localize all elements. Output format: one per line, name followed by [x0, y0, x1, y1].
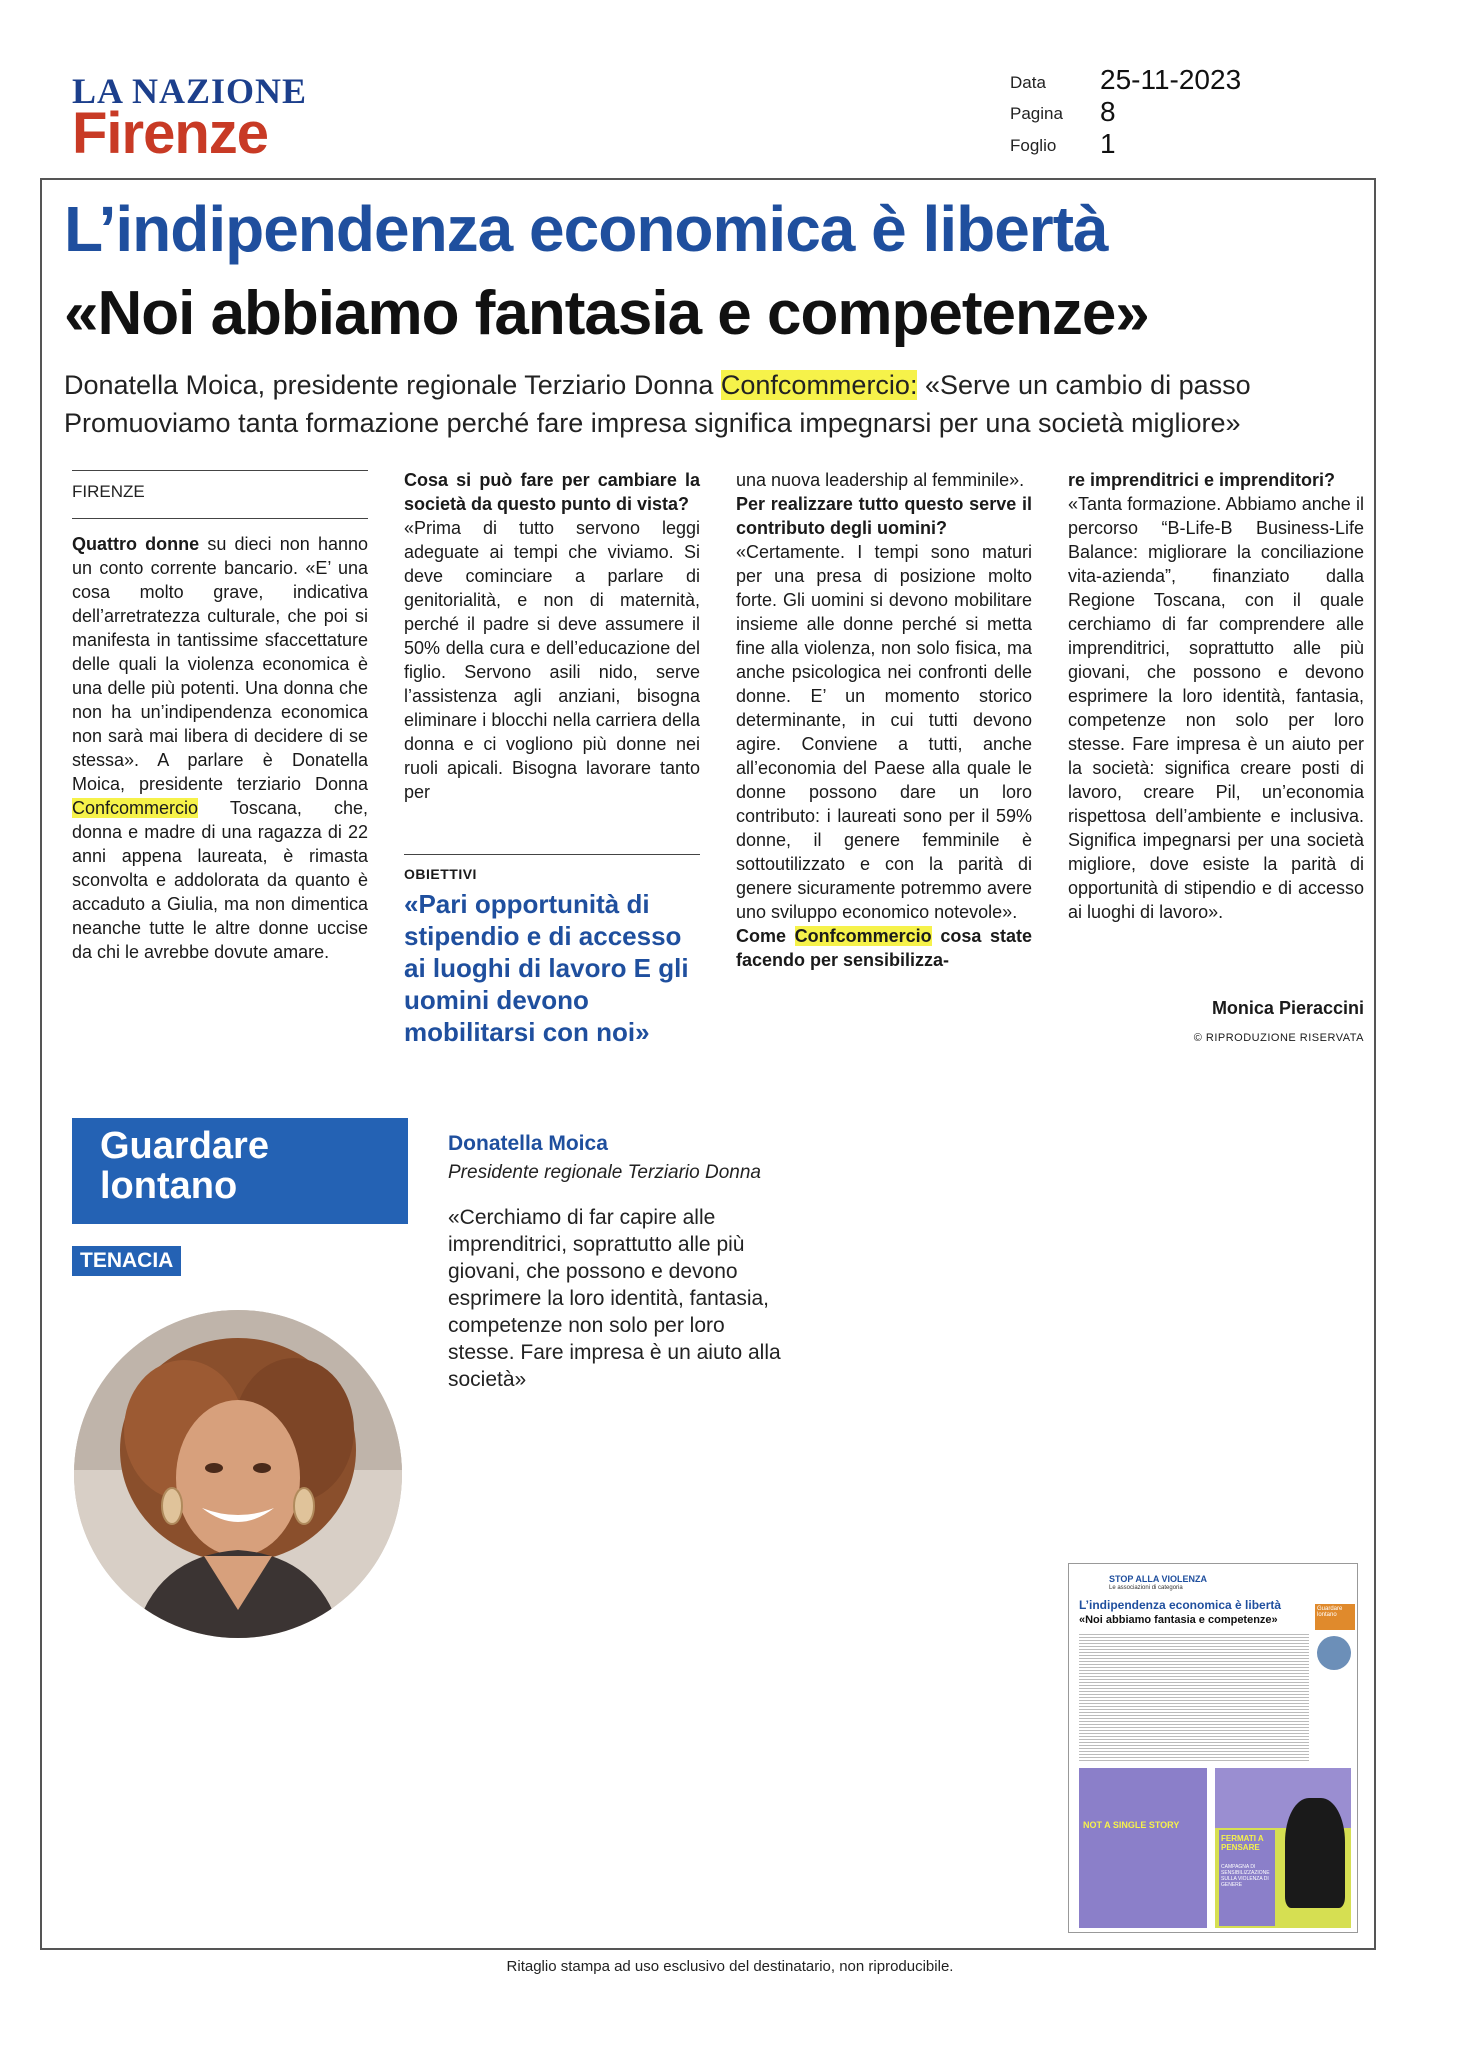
tenacia-tag: TENACIA [72, 1246, 181, 1276]
pull-quote: «Pari opportunità di stipendio e di accesso ai luoghi di lavoro E gli uomini devono mobilitarsi con noi» [404, 889, 689, 1047]
question-3-continued: re imprenditrici e imprenditori? [1068, 470, 1336, 490]
col1-text-a: su dieci non hanno un conto corrente bancario. «E’ una cosa molto grave, indicativa dell’arretratezza culturale, che poi si manifesta in tantissime sfaccettature delle quali la violenza economica è una delle più potenti. Una donna che non ha un’indipendenza economica non sarà mai libera di decidere di se stessa». A parlare è Donatella Moica, presidente terziario Donna [72, 534, 368, 794]
col1-text-b: Toscana, che, donna e madre di una ragazza di 22 anni appena laureata, è rimasta sconvolta e addolorata da quanto è accaduto a Giulia, ma non dimentica neanche tutte le altre donne uccise da chi le avrebbe dovute amare. [72, 798, 368, 962]
thumb-ad-1-title: NOT A SINGLE STORY [1083, 1820, 1180, 1830]
page-thumbnail [1068, 1563, 1358, 1933]
meta-foglio-value: 1 [1100, 128, 1116, 159]
col4-body [1068, 468, 1364, 924]
lead-bold: Quattro donne [72, 534, 200, 554]
question-3-highlight: Confcommercio [794, 926, 932, 946]
col3-body [736, 468, 1032, 972]
col1-dateline-rule [72, 518, 368, 519]
author-signature: Monica Pieraccini [1211, 998, 1364, 1018]
question-1: Cosa si può fare per cambiare la società da questo punto di vista? [404, 470, 700, 514]
box-title-line2: lontano [100, 1165, 238, 1207]
answer-1-continued: una nuova leadership al femminile». [736, 470, 1025, 490]
thumb-side-box: Guardare lontano [1315, 1604, 1355, 1630]
meta-data-label: Data [1010, 73, 1046, 92]
masthead-la-nazione: LA NAZIONE [72, 71, 308, 111]
headline-line2: «Noi abbiamo fantasia e competenze» [64, 279, 1149, 348]
subheadline-text-b: «Serve un cambio di passo [917, 370, 1251, 400]
col1-body [72, 532, 368, 964]
answer-3: «Tanta formazione. Abbiamo anche il percorso “B-Life-B Business-Life Balance: migliorare la conciliazione vita-azienda”, finanziato dalla Regione Toscana, con il quale cerchiamo di far comprendere alle imprenditrici, soprattutto alle più giovani, che possono e devono esprimere la loro identità, fantasia, competenze non solo per loro stesse. Fare impresa è un aiuto per la società: significa creare posti di lavoro, creare Pil, un’economia rispettosa dell’ambiente e inclusiva. Significa impegnarsi per una società migliore, dove esiste la parità di opportunità di stipendio e di accesso ai luoghi di lavoro». [1068, 494, 1364, 922]
thumb-headline1: L’indipendenza economica è libertà [1079, 1598, 1282, 1612]
col1-top-rule [72, 470, 368, 471]
thumb-headline2: «Noi abbiamo fantasia e competenze» [1079, 1614, 1278, 1626]
thumb-ad-2-text: CAMPAGNA DI SENSIBILIZZAZIONE SULLA VIOLENZA DI GENERE [1221, 1864, 1270, 1888]
obiettivi-kicker: OBIETTIVI [404, 866, 477, 882]
box-quote: «Cerchiamo di far capire alle imprenditrici, soprattutto alle più giovani, che possono e devono esprimere la loro identità, fantasia, competenze non solo per loro stesse. Fare impresa è un aiuto alla società» [448, 1206, 781, 1391]
quote-author-role: Presidente regionale Terziario Donna [448, 1162, 761, 1183]
headline-line1: L’indipendenza economica è libertà [64, 193, 1108, 265]
thumb-ad-2 [1215, 1768, 1351, 1928]
question-2: Per realizzare tutto questo serve il contributo degli uomini? [736, 494, 1032, 538]
question-3-b: cosa state facendo per sensibilizza- [736, 926, 1032, 970]
footer-notice: Ritaglio stampa ad uso esclusivo del destinatario, non riproducibile. [506, 1958, 954, 1975]
masthead-firenze: Firenze [72, 101, 269, 166]
subheadline-highlight: Confcommercio: [720, 370, 918, 400]
quote-author-name: Donatella Moica [448, 1132, 608, 1155]
meta-foglio-label: Foglio [1010, 136, 1057, 155]
thumb-ad-2-title: FERMATI A PENSARE [1221, 1834, 1264, 1852]
thumb-ad-2-figure [1285, 1798, 1345, 1908]
dateline: FIRENZE [72, 482, 145, 501]
question-3-a: Come [736, 926, 795, 946]
portrait-illustration [74, 1310, 402, 1638]
thumb-section: STOP ALLA VIOLENZA [1109, 1574, 1208, 1584]
col2-rule [404, 854, 700, 855]
col1-highlight: Confcommercio [72, 798, 199, 818]
guardare-lontano-box [72, 1118, 408, 1224]
answer-2: «Certamente. I tempi sono maturi per una presa di posizione molto forte. Gli uomini si devono mobilitare insieme alle donne perché si metta fine alla violenza, non solo fisica, ma anche psicologica nei confronti delle donne. E’ un momento storico determinante, in cui tutti devono agire. Conviene a tutti, anche all’economia del Paese alla quale le donne possono dare un loro contributo: i laureati sono per il 59% donne, il genere femminile è sottoutilizzato e con la parità di genere sicuramente potremmo avere uno sviluppo economico notevole». [736, 542, 1032, 922]
question-3 [736, 924, 1032, 972]
subheadline-line1 [64, 370, 1374, 401]
subheadline-text-a: Donatella Moica, presidente regionale Terziario Donna [64, 370, 721, 400]
thumb-photo [1317, 1636, 1351, 1670]
portrait-photo [74, 1310, 402, 1638]
thumb-section-sub: Le associazioni di categoria [1109, 1585, 1183, 1591]
copyright-notice: © RIPRODUZIONE RISERVATA [1193, 1032, 1364, 1044]
meta-pagina-label: Pagina [1010, 104, 1063, 123]
meta-data-value: 25-11-2023 [1100, 64, 1242, 95]
col2-body [404, 468, 700, 804]
thumb-text-block [1079, 1632, 1309, 1762]
answer-1: «Prima di tutto servono leggi adeguate ai tempi che viviamo. Si deve cominciare a parlare di genitorialità, e non di maternità, perché il padre si deve assumere il 50% della cura e dell’educazione del figlio. Servono asili nido, serve l’assistenza agli anziani, bisogna eliminare i blocchi nella carriera della donna e ci vogliono più donne nei ruoli apicali. Bisogna lavorare tanto per [404, 518, 700, 802]
thumb-ad-1 [1079, 1768, 1207, 1928]
subheadline-line2: Promuoviamo tanta formazione perché fare impresa significa impegnarsi per una società migliore» [64, 408, 1241, 438]
meta-pagina-value: 8 [1100, 96, 1116, 127]
box-title-line1: Guardare [100, 1125, 269, 1167]
